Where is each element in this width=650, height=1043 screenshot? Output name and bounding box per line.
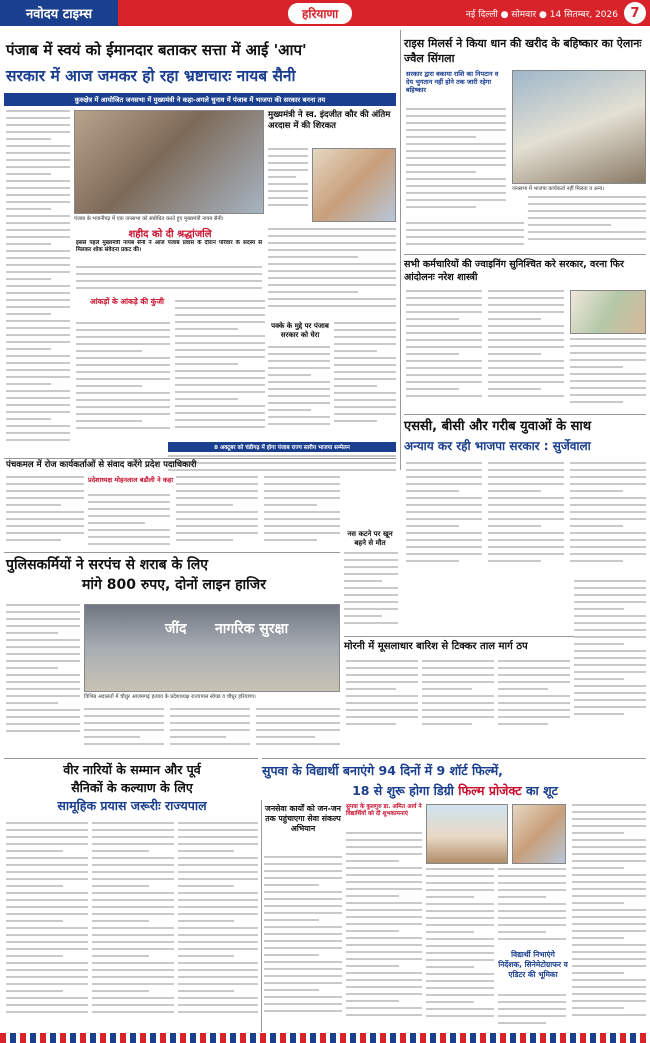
police-headline-2: मांगे 800 रुपए, दोनों लाइन हाजिर (82, 577, 266, 593)
divider-jansewa (261, 800, 262, 1032)
film-column-1 (346, 832, 422, 1032)
tribute-title: शहीद को दी श्रद्धांजलि (128, 229, 212, 240)
lead-column-3 (175, 300, 265, 440)
veer-headline-1: वीर नारियों के सम्मान और पूर्व (63, 762, 201, 777)
film-kicker: सुपवा के कुलगुरु डा. अमित आर्य ने विद्यार्थियों को दी शुभकामनाएं (346, 804, 422, 817)
panchkula-column-2 (88, 494, 170, 550)
rice-headline: राइस मिलर्स ने किया धान की खरीद के बहिष्कार का ऐलानः ज्वैल सिंगला (404, 37, 642, 65)
film-column-5 (572, 804, 646, 1032)
police-column-1 (6, 604, 80, 744)
rice-column-3 (528, 196, 646, 252)
film-headline-highlight: फिल्म प्रोजेक्ट (458, 783, 522, 798)
morni-headline: मोरनी में मूसलाधार बारिश से टिक्कर ताल मार्ग ठप (344, 641, 528, 652)
side-photo (312, 148, 396, 222)
rice-kicker: सरकार द्वारा बकाया राशि का निपटान व देय भुगतान नहीं होने तक जारी रहेगा बहिष्कार (406, 70, 499, 94)
divider-sc (404, 414, 646, 415)
lead-photo (74, 110, 264, 214)
divider-sabhi (404, 254, 646, 255)
jansewa-headline: जनसेवा कार्यों को जन-जन तक पहुंचाएगा सेवा संकल्प अभियान (265, 804, 341, 833)
panchkula-subhead: प्रदेशाध्यक्ष मोहनलाल बडौली ने कहा (88, 476, 174, 484)
side-column-c (268, 346, 330, 440)
divider-police (4, 552, 340, 553)
lead-column-1 (6, 110, 70, 445)
column-divider (400, 30, 401, 470)
film-box-title: विद्यार्थी निभाएंगे निर्देशक, सिनेमेटोग्राफर व एडिटर की भूमिका (498, 950, 568, 979)
sc-headline-1: एससी, बीसी और गरीब युवाओं के साथ (404, 419, 592, 434)
police-photo (84, 604, 340, 692)
morni-column-4 (574, 580, 646, 734)
section-label: हरियाणा (288, 3, 352, 24)
sc-column-2 (488, 462, 564, 574)
film-headline-1: सुपवा के विद्यार्थी बनाएंगे 94 दिनों में 9 शॉर्ट फिल्में, (262, 763, 503, 778)
page-number: 7 (624, 2, 646, 24)
police-headline-1: पुलिसकर्मियों ने सरपंच से शराब के लिए (6, 557, 209, 573)
tribute-text: इससे पहले मुख्यमंत्री नायब सैनी ने आज पंजाब प्रवास के दौरान परिवार के सदस्य से मिलकर शोक संवेदना प्रकट की। (76, 240, 262, 254)
lead-headline-1: पंजाब में स्वयं को ईमानदार बताकर सत्ता में आई 'आप' (6, 41, 307, 59)
panchkula-column-1 (6, 476, 84, 550)
morni-column-1 (346, 660, 418, 734)
film-headline-2a: 18 से शुरू होगा डिग्री (352, 783, 454, 798)
jansewa-column (264, 856, 342, 1032)
film-column-3 (498, 868, 566, 948)
morni-column-3 (498, 660, 570, 734)
page-header (0, 0, 650, 26)
lead-photo-caption: पंजाब के भवानीगढ़ में एक जनसभा को संबोधित करते हुए मुख्यमंत्री नायब सैनी। (74, 216, 224, 222)
divider-veer (4, 758, 258, 759)
sabhi-column-2 (488, 290, 564, 410)
side-column-d (334, 322, 396, 440)
rice-column-2 (406, 222, 524, 252)
lead-headline-2: सरकार में आज जमकर हो रहा भ्रष्टाचारः नायब सैनी (6, 67, 296, 85)
police-photo-caption: विभिन्न अदालतों में चौधुर आजमगढ़ हत्याव के प्रदेशाध्यक्ष राज्यपाल स्वेच्छ व चौधुर हरियाणा। (84, 694, 256, 700)
veer-column-3 (178, 822, 258, 1032)
sign-text-2: नागरिक सुरक्षा (215, 621, 289, 637)
panchkula-headline: पंचकमल में रोज कार्यकर्ताओं से संवाद करेंगे प्रदेश पदाधिकारी (6, 460, 197, 470)
sabhi-headline: सभी कर्मचारियों की ज्वाइनिंग सुनिश्चित करे सरकार, वरना फिर आंदोलनः नरेश शास्त्री (404, 259, 624, 283)
veer-column-2 (92, 822, 174, 1032)
film-column-4 (498, 994, 566, 1032)
lead-bottom-strap: 8 अक्टूबर को चंडीगढ़ में होगा पंजाब राज्य स्तरीय भाजपा सम्मेलन (168, 442, 396, 452)
issue-date: नई दिल्ली ● सोमवार ● 14 सितम्बर, 2026 (465, 9, 618, 20)
tribute-body (76, 266, 262, 296)
masthead: नवोदय टाइम्स (0, 0, 118, 26)
panchkula-column-3 (176, 476, 258, 550)
morni-column-2 (422, 660, 494, 734)
rice-photo-caption: जनसभा में भाजपा कार्यकर्ता नहीं मिलता व अन्य। (512, 186, 605, 192)
sc-headline-2: अन्याय कर रही भाजपा सरकार : सुर्जेवाला (404, 439, 591, 453)
side-headline: मुख्यमंत्री ने स्व. इंदजीत कौर की अंतिम अरदास में की शिरकत (268, 110, 391, 131)
footer-border (0, 1033, 650, 1043)
lead-subhead: आंकड़ों के आंकड़े की कुंजी (90, 297, 164, 306)
rice-column-1 (406, 108, 506, 220)
film-headline-2b: का शूट (525, 783, 558, 798)
sc-column-3 (570, 462, 646, 574)
veer-headline-3: सामूहिक प्रयास जरूरीः राज्यपाल (57, 798, 207, 813)
sign-text: जींद (165, 621, 187, 637)
side-subhead: पक्के के मुद्दे पर पंजाब सरकार को घेरा (271, 322, 329, 339)
veer-headline-2: सैनिकों के कल्याण के लिए (71, 780, 193, 795)
side-column-b (268, 228, 396, 320)
film-photo-portrait (512, 804, 566, 864)
police-column-4 (256, 708, 340, 756)
side-column-a (268, 148, 308, 218)
film-column-2 (426, 868, 494, 1032)
panchkula-column-4 (264, 476, 340, 550)
sabhi-column-1 (406, 290, 482, 410)
sc-column-1 (406, 462, 482, 574)
sabhi-column-3 (570, 338, 646, 412)
police-column-2 (84, 708, 164, 756)
nas-kicker: नस कटने पर खून बहने से मौत (347, 530, 393, 547)
film-photo-building (426, 804, 508, 864)
divider-panchkula (4, 458, 396, 459)
police-column-3 (170, 708, 250, 756)
rice-photo (512, 70, 646, 184)
veer-column-1 (6, 822, 88, 1032)
lead-strap: कुरुक्षेत्र में आयोजित जनसभा में मुख्यमंत्री ने कहा-अगले चुनाव में पंजाब में भाजपा की सरकार बनना तय (4, 93, 396, 106)
divider-film (262, 758, 646, 759)
film-headline-2 (262, 782, 648, 799)
nas-body (344, 552, 398, 634)
sabhi-photo (570, 290, 646, 334)
lead-column-2 (76, 322, 170, 440)
